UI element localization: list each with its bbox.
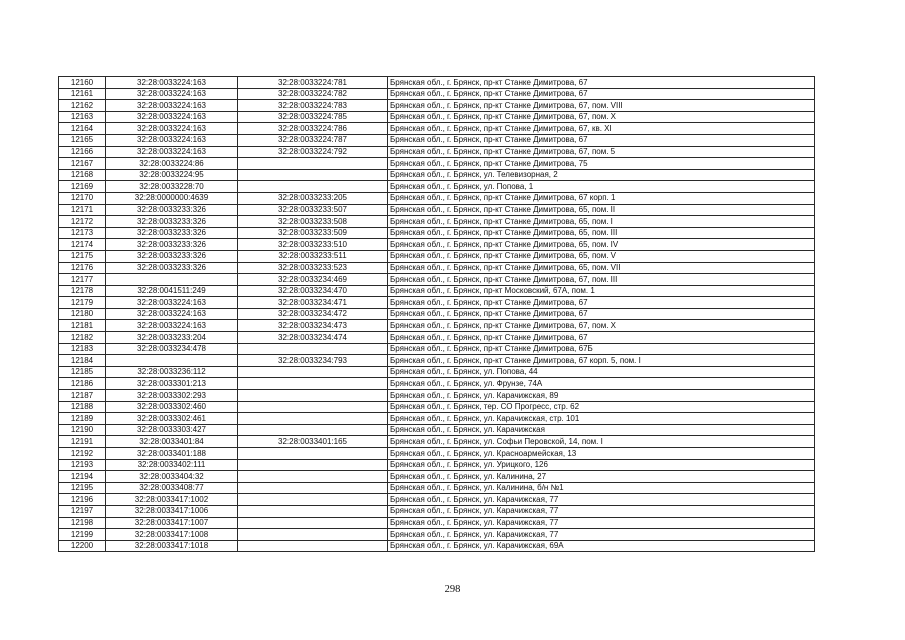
row-number-cell: 12198: [59, 517, 106, 529]
land-cadastral-number-cell: 32:28:0033224:163: [106, 111, 238, 123]
table-row: [59, 250, 815, 262]
row-number-cell: 12186: [59, 378, 106, 390]
table-row: [59, 77, 815, 89]
land-cadastral-number-cell: 32:28:0033404:32: [106, 471, 238, 483]
row-number-cell: 12189: [59, 413, 106, 425]
object-cadastral-number-cell: 32:28:0033234:793: [238, 355, 388, 367]
land-cadastral-number-cell: 32:28:0033228:70: [106, 181, 238, 193]
address-cell: Брянская обл., г. Брянск, ул. Карачижская, 69А: [388, 540, 815, 552]
table-row: [59, 285, 815, 297]
address-cell: Брянская обл., г. Брянск, ул. Красноармейская, 13: [388, 448, 815, 460]
object-cadastral-number-cell: [238, 158, 388, 170]
address-cell: Брянская обл., г. Брянск, пр-кт Станке Димитрова, 67: [388, 332, 815, 344]
row-number-cell: 12183: [59, 343, 106, 355]
land-cadastral-number-cell: 32:28:0033301:213: [106, 378, 238, 390]
object-cadastral-number-cell: 32:28:0033224:792: [238, 146, 388, 158]
object-cadastral-number-cell: 32:28:0033233:523: [238, 262, 388, 274]
land-cadastral-number-cell: 32:28:0033224:163: [106, 123, 238, 135]
row-number-cell: 12168: [59, 169, 106, 181]
address-cell: Брянская обл., г. Брянск, ул. Попова, 44: [388, 366, 815, 378]
land-cadastral-number-cell: 32:28:0033401:84: [106, 436, 238, 448]
land-cadastral-number-cell: 32:28:0033233:326: [106, 262, 238, 274]
row-number-cell: 12162: [59, 100, 106, 112]
object-cadastral-number-cell: [238, 540, 388, 552]
land-cadastral-number-cell: 32:28:0033233:326: [106, 204, 238, 216]
row-number-cell: 12172: [59, 216, 106, 228]
row-number-cell: 12182: [59, 332, 106, 344]
object-cadastral-number-cell: 32:28:0033224:787: [238, 134, 388, 146]
address-cell: Брянская обл., г. Брянск, пр-кт Станке Димитрова, 65, пом. III: [388, 227, 815, 239]
land-cadastral-number-cell: 32:28:0033224:163: [106, 88, 238, 100]
land-cadastral-number-cell: 32:28:0033224:95: [106, 169, 238, 181]
address-cell: Брянская обл., г. Брянск, ул. Урицкого, 126: [388, 459, 815, 471]
address-cell: Брянская обл., г. Брянск, пр-кт Станке Димитрова, 65, пом. V: [388, 250, 815, 262]
land-cadastral-number-cell: 32:28:0033224:163: [106, 308, 238, 320]
row-number-cell: 12200: [59, 540, 106, 552]
land-cadastral-number-cell: 32:28:0033417:1006: [106, 505, 238, 517]
address-cell: Брянская обл., г. Брянск, ул. Карачижская, 89: [388, 390, 815, 402]
object-cadastral-number-cell: [238, 413, 388, 425]
address-cell: Брянская обл., г. Брянск, ул. Телевизорная, 2: [388, 169, 815, 181]
address-cell: Брянская обл., г. Брянск, пр-кт Станке Димитрова, 65, пом. I: [388, 216, 815, 228]
object-cadastral-number-cell: [238, 401, 388, 413]
address-cell: Брянская обл., г. Брянск, пр-кт Станке Димитрова, 67 корп. 5, пом. I: [388, 355, 815, 367]
row-number-cell: 12160: [59, 77, 106, 89]
table-row: [59, 448, 815, 460]
object-cadastral-number-cell: [238, 529, 388, 541]
address-cell: Брянская обл., г. Брянск, пр-кт Станке Димитрова, 67, пом. X: [388, 111, 815, 123]
object-cadastral-number-cell: [238, 505, 388, 517]
table-row: [59, 529, 815, 541]
row-number-cell: 12163: [59, 111, 106, 123]
land-cadastral-number-cell: 32:28:0033402:111: [106, 459, 238, 471]
land-cadastral-number-cell: 32:28:0033417:1008: [106, 529, 238, 541]
object-cadastral-number-cell: 32:28:0033233:507: [238, 204, 388, 216]
address-cell: Брянская обл., г. Брянск, пр-кт Станке Димитрова, 67, пом. VIII: [388, 100, 815, 112]
address-cell: Брянская обл., г. Брянск, пр-кт Станке Димитрова, 65, пом. VII: [388, 262, 815, 274]
object-cadastral-number-cell: [238, 494, 388, 506]
object-cadastral-number-cell: 32:28:0033233:508: [238, 216, 388, 228]
object-cadastral-number-cell: 32:28:0033224:781: [238, 77, 388, 89]
row-number-cell: 12173: [59, 227, 106, 239]
row-number-cell: 12188: [59, 401, 106, 413]
row-number-cell: 12196: [59, 494, 106, 506]
row-number-cell: 12161: [59, 88, 106, 100]
row-number-cell: 12165: [59, 134, 106, 146]
address-cell: Брянская обл., г. Брянск, пр-кт Станке Димитрова, 67, пом. III: [388, 274, 815, 286]
table-row: [59, 366, 815, 378]
land-cadastral-number-cell: 32:28:0033233:204: [106, 332, 238, 344]
object-cadastral-number-cell: 32:28:0033401:165: [238, 436, 388, 448]
address-cell: Брянская обл., г. Брянск, ул. Карачижская, 77: [388, 529, 815, 541]
object-cadastral-number-cell: 32:28:0033234:472: [238, 308, 388, 320]
address-cell: Брянская обл., г. Брянск, пр-кт Станке Димитрова, 75: [388, 158, 815, 170]
object-cadastral-number-cell: [238, 181, 388, 193]
address-cell: Брянская обл., г. Брянск, пр-кт Станке Димитрова, 65, пом. II: [388, 204, 815, 216]
object-cadastral-number-cell: [238, 482, 388, 494]
land-cadastral-number-cell: 32:28:0033224:163: [106, 134, 238, 146]
row-number-cell: 12179: [59, 297, 106, 309]
object-cadastral-number-cell: 32:28:0033233:509: [238, 227, 388, 239]
land-cadastral-number-cell: 32:28:0033233:326: [106, 227, 238, 239]
table-row: [59, 308, 815, 320]
object-cadastral-number-cell: [238, 366, 388, 378]
land-cadastral-number-cell: 32:28:0033302:293: [106, 390, 238, 402]
land-cadastral-number-cell: 32:28:0041511:249: [106, 285, 238, 297]
table-row: [59, 320, 815, 332]
object-cadastral-number-cell: [238, 424, 388, 436]
land-cadastral-number-cell: [106, 355, 238, 367]
table-row: [59, 158, 815, 170]
object-cadastral-number-cell: 32:28:0033234:470: [238, 285, 388, 297]
table-row: [59, 332, 815, 344]
row-number-cell: 12175: [59, 250, 106, 262]
land-cadastral-number-cell: 32:28:0033302:461: [106, 413, 238, 425]
address-cell: Брянская обл., г. Брянск, ул. Карачижская, 77: [388, 505, 815, 517]
object-cadastral-number-cell: [238, 343, 388, 355]
row-number-cell: 12193: [59, 459, 106, 471]
address-cell: Брянская обл., г. Брянск, пр-кт Станке Димитрова, 67: [388, 297, 815, 309]
object-cadastral-number-cell: 32:28:0033234:474: [238, 332, 388, 344]
table-row: [59, 134, 815, 146]
address-cell: Брянская обл., г. Брянск, пр-кт Станке Димитрова, 67Б: [388, 343, 815, 355]
table-row: [59, 401, 815, 413]
land-cadastral-number-cell: 32:28:0033224:86: [106, 158, 238, 170]
row-number-cell: 12177: [59, 274, 106, 286]
address-cell: Брянская обл., г. Брянск, ул. Карачижская, стр. 101: [388, 413, 815, 425]
row-number-cell: 12167: [59, 158, 106, 170]
table-row: [59, 413, 815, 425]
row-number-cell: 12176: [59, 262, 106, 274]
address-cell: Брянская обл., г. Брянск, ул. Карачижская, 77: [388, 494, 815, 506]
table-row: [59, 262, 815, 274]
object-cadastral-number-cell: [238, 471, 388, 483]
object-cadastral-number-cell: [238, 517, 388, 529]
row-number-cell: 12192: [59, 448, 106, 460]
land-cadastral-number-cell: 32:28:0033224:163: [106, 146, 238, 158]
table-row: [59, 274, 815, 286]
object-cadastral-number-cell: [238, 169, 388, 181]
address-cell: Брянская обл., г. Брянск, пр-кт Станке Димитрова, 67, пом. 5: [388, 146, 815, 158]
object-cadastral-number-cell: [238, 378, 388, 390]
address-cell: Брянская обл., г. Брянск, пр-кт Станке Димитрова, 67: [388, 88, 815, 100]
address-cell: Брянская обл., г. Брянск, пр-кт Станке Димитрова, 65, пом. IV: [388, 239, 815, 251]
land-cadastral-number-cell: 32:28:0033234:478: [106, 343, 238, 355]
table-row: [59, 505, 815, 517]
register-table: [58, 76, 815, 552]
land-cadastral-number-cell: 32:28:0033233:326: [106, 250, 238, 262]
object-cadastral-number-cell: [238, 390, 388, 402]
address-cell: Брянская обл., г. Брянск, пр-кт Станке Димитрова, 67, пом. X: [388, 320, 815, 332]
table-row: [59, 482, 815, 494]
land-cadastral-number-cell: 32:28:0033417:1002: [106, 494, 238, 506]
row-number-cell: 12199: [59, 529, 106, 541]
land-cadastral-number-cell: 32:28:0033224:163: [106, 100, 238, 112]
object-cadastral-number-cell: 32:28:0033224:783: [238, 100, 388, 112]
table-row: [59, 88, 815, 100]
table-row: [59, 239, 815, 251]
land-cadastral-number-cell: 32:28:0033224:163: [106, 77, 238, 89]
row-number-cell: 12169: [59, 181, 106, 193]
table-row: [59, 378, 815, 390]
address-cell: Брянская обл., г. Брянск, пр-кт Станке Димитрова, 67: [388, 77, 815, 89]
address-cell: Брянская обл., г. Брянск, пр-кт Станке Димитрова, 67, кв. XI: [388, 123, 815, 135]
table-row: [59, 436, 815, 448]
table-row: [59, 146, 815, 158]
land-cadastral-number-cell: 32:28:0033408:77: [106, 482, 238, 494]
table-row: [59, 517, 815, 529]
table-row: [59, 494, 815, 506]
address-cell: Брянская обл., г. Брянск, ул. Попова, 1: [388, 181, 815, 193]
row-number-cell: 12195: [59, 482, 106, 494]
row-number-cell: 12170: [59, 192, 106, 204]
table-row: [59, 297, 815, 309]
land-cadastral-number-cell: 32:28:0033303:427: [106, 424, 238, 436]
row-number-cell: 12164: [59, 123, 106, 135]
land-cadastral-number-cell: 32:28:0033417:1018: [106, 540, 238, 552]
land-cadastral-number-cell: [106, 274, 238, 286]
object-cadastral-number-cell: 32:28:0033224:785: [238, 111, 388, 123]
address-cell: Брянская обл., г. Брянск, ул. Калинина, б/н №1: [388, 482, 815, 494]
object-cadastral-number-cell: 32:28:0033233:510: [238, 239, 388, 251]
row-number-cell: 12194: [59, 471, 106, 483]
object-cadastral-number-cell: 32:28:0033234:469: [238, 274, 388, 286]
row-number-cell: 12184: [59, 355, 106, 367]
table-row: [59, 216, 815, 228]
row-number-cell: 12180: [59, 308, 106, 320]
row-number-cell: 12178: [59, 285, 106, 297]
land-cadastral-number-cell: 32:28:0033233:326: [106, 216, 238, 228]
row-number-cell: 12174: [59, 239, 106, 251]
row-number-cell: 12171: [59, 204, 106, 216]
row-number-cell: 12166: [59, 146, 106, 158]
land-cadastral-number-cell: 32:28:0000000:4639: [106, 192, 238, 204]
object-cadastral-number-cell: 32:28:0033233:205: [238, 192, 388, 204]
land-cadastral-number-cell: 32:28:0033401:188: [106, 448, 238, 460]
row-number-cell: 12191: [59, 436, 106, 448]
table-row: [59, 204, 815, 216]
table-row: [59, 100, 815, 112]
register-table-body: [59, 77, 815, 552]
row-number-cell: 12190: [59, 424, 106, 436]
land-cadastral-number-cell: 32:28:0033302:460: [106, 401, 238, 413]
table-row: [59, 111, 815, 123]
table-row: [59, 390, 815, 402]
object-cadastral-number-cell: 32:28:0033224:786: [238, 123, 388, 135]
address-cell: Брянская обл., г. Брянск, ул. Софьи Перовской, 14, пом. I: [388, 436, 815, 448]
row-number-cell: 12185: [59, 366, 106, 378]
object-cadastral-number-cell: 32:28:0033224:782: [238, 88, 388, 100]
table-row: [59, 169, 815, 181]
address-cell: Брянская обл., г. Брянск, ул. Карачижская, 77: [388, 517, 815, 529]
row-number-cell: 12181: [59, 320, 106, 332]
address-cell: Брянская обл., г. Брянск, ул. Фрунзе, 74А: [388, 378, 815, 390]
land-cadastral-number-cell: 32:28:0033224:163: [106, 297, 238, 309]
table-row: [59, 227, 815, 239]
table-row: [59, 343, 815, 355]
land-cadastral-number-cell: 32:28:0033236:112: [106, 366, 238, 378]
table-row: [59, 123, 815, 135]
address-cell: Брянская обл., г. Брянск, ул. Калинина, 27: [388, 471, 815, 483]
object-cadastral-number-cell: 32:28:0033233:511: [238, 250, 388, 262]
table-row: [59, 192, 815, 204]
address-cell: Брянская обл., г. Брянск, пр-кт Станке Димитрова, 67 корп. 1: [388, 192, 815, 204]
table-row: [59, 424, 815, 436]
row-number-cell: 12197: [59, 505, 106, 517]
address-cell: Брянская обл., г. Брянск, тер. СО Прогресс, стр. 62: [388, 401, 815, 413]
address-cell: Брянская обл., г. Брянск, пр-кт Станке Димитрова, 67: [388, 134, 815, 146]
object-cadastral-number-cell: [238, 459, 388, 471]
land-cadastral-number-cell: 32:28:0033417:1007: [106, 517, 238, 529]
table-row: [59, 355, 815, 367]
land-cadastral-number-cell: 32:28:0033233:326: [106, 239, 238, 251]
land-cadastral-number-cell: 32:28:0033224:163: [106, 320, 238, 332]
table-row: [59, 540, 815, 552]
address-cell: Брянская обл., г. Брянск, пр-кт Московский, 67А, пом. 1: [388, 285, 815, 297]
object-cadastral-number-cell: [238, 448, 388, 460]
address-cell: Брянская обл., г. Брянск, пр-кт Станке Димитрова, 67: [388, 308, 815, 320]
table-row: [59, 471, 815, 483]
table-row: [59, 181, 815, 193]
row-number-cell: 12187: [59, 390, 106, 402]
page-number: 298: [444, 584, 461, 595]
table-row: [59, 459, 815, 471]
object-cadastral-number-cell: 32:28:0033234:473: [238, 320, 388, 332]
address-cell: Брянская обл., г. Брянск, ул. Карачижская: [388, 424, 815, 436]
object-cadastral-number-cell: 32:28:0033234:471: [238, 297, 388, 309]
